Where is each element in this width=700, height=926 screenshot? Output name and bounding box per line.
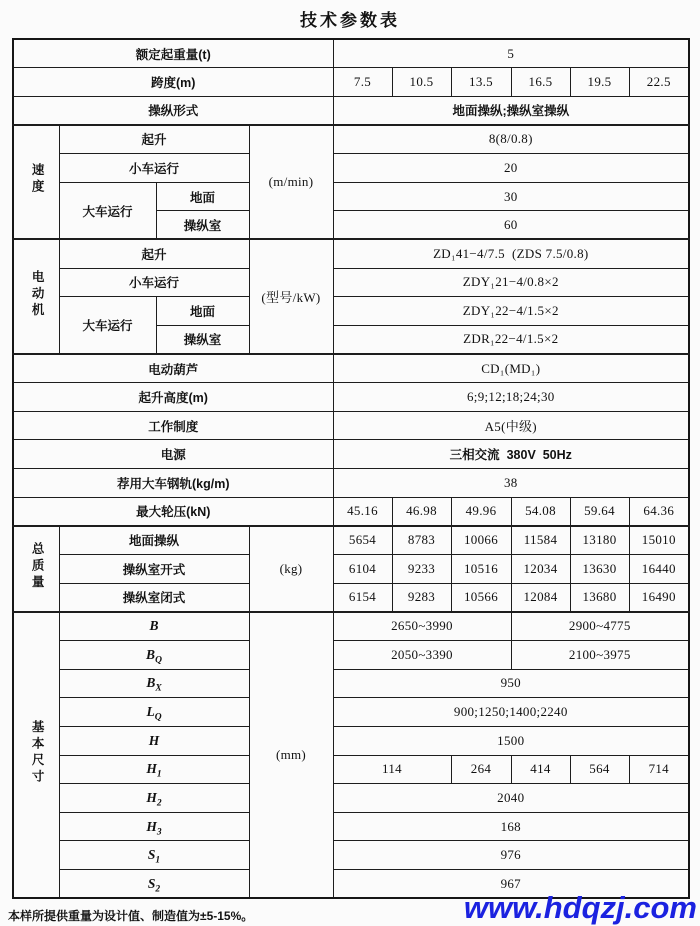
- dim-s2-value: 967: [333, 870, 689, 899]
- duty-class-label: 工作制度: [13, 411, 333, 440]
- mass-ground-value-5: 13180: [570, 526, 629, 555]
- rail-label: 荐用大车钢轨(kg/m): [13, 469, 333, 498]
- table-row: [13, 383, 689, 412]
- speed-cab-label: 操纵室: [156, 211, 249, 240]
- wheel-load-value-1: 45.16: [333, 497, 392, 526]
- span-value-6: 22.5: [629, 68, 689, 97]
- dim-h-label: H: [59, 726, 249, 755]
- mass-ground-value-6: 15010: [629, 526, 689, 555]
- table-row: [13, 268, 689, 297]
- table-row: [13, 784, 689, 813]
- mass-ground-value-1: 5654: [333, 526, 392, 555]
- footnote: 本样所提供重量为设计值、制造值为±5-15%。: [8, 909, 254, 924]
- table-row: [13, 440, 689, 469]
- watermark-url: www.hdqzj.com: [463, 890, 697, 925]
- rated-capacity-label: 额定起重量(t): [13, 39, 333, 68]
- table-row: [13, 469, 689, 498]
- mass-cab-open-value-4: 12034: [511, 555, 570, 584]
- dim-h2-label: $H_2$: [59, 784, 249, 813]
- table-row: [13, 497, 689, 526]
- motor-hoist-value: ZD₁41−4/7.5 (ZDS 7.5/0.8): [333, 239, 689, 268]
- mass-cab-open-label: 操纵室开式: [59, 555, 249, 584]
- mass-group-header: [13, 526, 59, 612]
- wheel-load-value-3: 49.96: [451, 497, 511, 526]
- mass-group-label: 总质量: [30, 541, 45, 592]
- control-mode-label: 操纵形式: [13, 96, 333, 125]
- table-row: [13, 755, 689, 784]
- wheel-load-value-6: 64.36: [629, 497, 689, 526]
- power-supply-label: 电源: [13, 440, 333, 469]
- table-row: [13, 125, 689, 154]
- duty-class-value: A5(中级): [333, 411, 689, 440]
- span-value-4: 16.5: [511, 68, 570, 97]
- table-row: [13, 411, 689, 440]
- table-row: [13, 583, 689, 612]
- dim-s1-value: 976: [333, 841, 689, 870]
- dim-h1-value-5: 714: [629, 755, 689, 784]
- span-value-1: 7.5: [333, 68, 392, 97]
- mass-cab-closed-value-5: 13680: [570, 583, 629, 612]
- mass-cab-open-value-6: 16440: [629, 555, 689, 584]
- table-row: [13, 96, 689, 125]
- dim-h1-value-1: 114: [333, 755, 451, 784]
- mass-ground-value-2: 8783: [392, 526, 451, 555]
- lifting-height-label: 起升高度(m): [13, 383, 333, 412]
- span-label: 跨度(m): [13, 68, 333, 97]
- mass-cab-open-value-5: 13630: [570, 555, 629, 584]
- dim-h-value: 1500: [333, 726, 689, 755]
- mass-cab-open-value-2: 9233: [392, 555, 451, 584]
- dim-bq-label: $B_Q$: [59, 640, 249, 669]
- table-row: [13, 154, 689, 183]
- dim-s2-label: $S_2$: [59, 870, 249, 899]
- mass-cab-closed-value-1: 6154: [333, 583, 392, 612]
- speed-group-header: [13, 125, 59, 240]
- dim-b-value-right: 2900~4775: [511, 612, 689, 641]
- speed-crane-travel-label: 大车运行: [59, 182, 156, 239]
- dim-bq-value-right: 2100~3975: [511, 640, 689, 669]
- dim-lq-label: $L_Q$: [59, 698, 249, 727]
- rail-value: 38: [333, 469, 689, 498]
- table-row: [13, 354, 689, 383]
- speed-hoist-value: 8(8/0.8): [333, 125, 689, 154]
- lifting-height-value: 6;9;12;18;24;30: [333, 383, 689, 412]
- electric-hoist-label: 电动葫芦: [13, 354, 333, 383]
- mass-ground-value-3: 10066: [451, 526, 511, 555]
- motor-ground-label: 地面: [156, 297, 249, 326]
- speed-hoist-label: 起升: [59, 125, 249, 154]
- control-mode-value: 地面操纵;操纵室操纵: [333, 96, 689, 125]
- mass-cab-open-value-1: 6104: [333, 555, 392, 584]
- table-row: [13, 239, 689, 268]
- mass-cab-closed-value-3: 10566: [451, 583, 511, 612]
- page-title: 技术参数表: [300, 11, 400, 30]
- table-row: [13, 612, 689, 641]
- dim-h1-label: $H_1$: [59, 755, 249, 784]
- dim-bx-label: $B_X$: [59, 669, 249, 698]
- dim-b-label: B: [59, 612, 249, 641]
- dim-h1-value-3: 414: [511, 755, 570, 784]
- dim-h3-label: $H_3$: [59, 812, 249, 841]
- motor-crane-travel-label: 大车运行: [59, 297, 156, 354]
- motor-hoist-label: 起升: [59, 239, 249, 268]
- motor-trolley-label: 小车运行: [59, 268, 249, 297]
- table-row: [13, 68, 689, 97]
- wheel-load-value-5: 59.64: [570, 497, 629, 526]
- dim-s1-label: $S_1$: [59, 841, 249, 870]
- motor-ground-value: ZDY₁22−4/1.5×2: [333, 297, 689, 326]
- span-value-5: 19.5: [570, 68, 629, 97]
- power-supply-value: 三相交流 380V 50Hz: [333, 440, 689, 469]
- speed-cab-value: 60: [333, 211, 689, 240]
- table-row: [13, 669, 689, 698]
- speed-group-label: 速度: [30, 163, 45, 197]
- dim-b-value-left: 2650~3990: [333, 612, 511, 641]
- speed-unit: (m/min): [249, 125, 333, 240]
- mass-cab-open-value-3: 10516: [451, 555, 511, 584]
- rated-capacity-value: 5: [333, 39, 689, 68]
- dims-unit: (mm): [249, 612, 333, 898]
- wheel-load-value-2: 46.98: [392, 497, 451, 526]
- table-row: [13, 841, 689, 870]
- table-row: [13, 726, 689, 755]
- dim-h2-value: 2040: [333, 784, 689, 813]
- dim-bx-value: 950: [333, 669, 689, 698]
- table-row: [13, 812, 689, 841]
- dim-lq-value: 900;1250;1400;2240: [333, 698, 689, 727]
- dim-bq-value-left: 2050~3390: [333, 640, 511, 669]
- table-row: [13, 297, 689, 326]
- mass-ground-value-4: 11584: [511, 526, 570, 555]
- wheel-load-label: 最大轮压(kN): [13, 497, 333, 526]
- electric-hoist-value: CD₁(MD₁): [333, 354, 689, 383]
- mass-cab-closed-value-2: 9283: [392, 583, 451, 612]
- table-row: [13, 39, 689, 68]
- span-value-2: 10.5: [392, 68, 451, 97]
- dim-h1-value-2: 264: [451, 755, 511, 784]
- mass-cab-closed-label: 操纵室闭式: [59, 583, 249, 612]
- table-row: [13, 555, 689, 584]
- motor-group-header: [13, 239, 59, 354]
- table-row: [13, 526, 689, 555]
- mass-cab-closed-value-6: 16490: [629, 583, 689, 612]
- dim-h1-value-4: 564: [570, 755, 629, 784]
- dims-group-label: 基本尺寸: [30, 719, 45, 786]
- speed-trolley-value: 20: [333, 154, 689, 183]
- technical-parameters-table: [12, 38, 690, 899]
- table-row: [13, 698, 689, 727]
- motor-cab-value: ZDR₁22−4/1.5×2: [333, 325, 689, 354]
- mass-ground-label: 地面操纵: [59, 526, 249, 555]
- motor-unit: (型号/kW): [249, 239, 333, 354]
- dim-h3-value: 168: [333, 812, 689, 841]
- wheel-load-value-4: 54.08: [511, 497, 570, 526]
- span-value-3: 13.5: [451, 68, 511, 97]
- speed-ground-value: 30: [333, 182, 689, 211]
- table-row: [13, 640, 689, 669]
- mass-unit: (kg): [249, 526, 333, 612]
- speed-trolley-label: 小车运行: [59, 154, 249, 183]
- mass-cab-closed-value-4: 12084: [511, 583, 570, 612]
- table-row: [13, 182, 689, 211]
- motor-trolley-value: ZDY₁21−4/0.8×2: [333, 268, 689, 297]
- dims-group-header: [13, 612, 59, 898]
- motor-group-label: 电动机: [30, 269, 45, 320]
- speed-ground-label: 地面: [156, 182, 249, 211]
- motor-cab-label: 操纵室: [156, 325, 249, 354]
